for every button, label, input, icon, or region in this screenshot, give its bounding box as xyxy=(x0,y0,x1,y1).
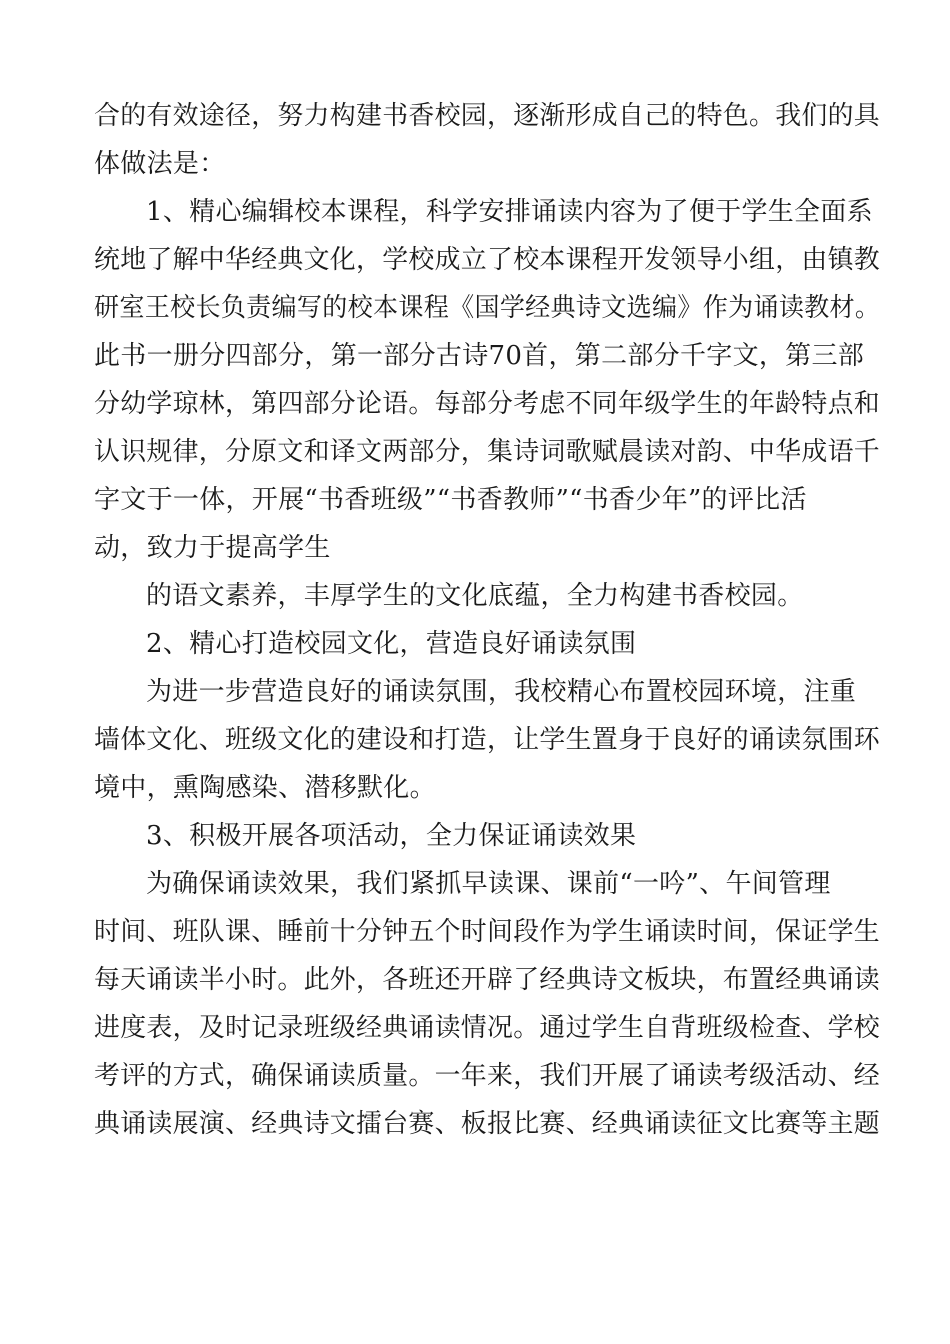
text-line: 统地了解中华经典文化，学校成立了校本课程开发领导小组，由镇教 xyxy=(94,245,881,275)
text-line: 的语文素养，丰厚学生的文化底蕴，全力构建书香校园。 xyxy=(146,581,804,611)
text-line: 分幼学琼林，第四部分论语。每部分考虑不同年级学生的年龄特点和 xyxy=(94,389,881,419)
text-line: 为进一步营造良好的诵读氛围，我校精心布置校园环境，注重 xyxy=(146,677,857,707)
text-line: 境中，熏陶感染、潜移默化。 xyxy=(94,773,436,803)
text-line: 1、精心编辑校本课程，科学安排诵读内容为了便于学生全面系 xyxy=(146,197,873,227)
text-line: 典诵读展演、经典诗文擂台赛、板报比赛、经典诵读征文比赛等主题 xyxy=(94,1109,881,1139)
text-line: 体做法是： xyxy=(94,149,226,179)
text-line: 时间、班队课、睡前十分钟五个时间段作为学生诵读时间，保证学生 xyxy=(94,917,881,947)
text-line: 每天诵读半小时。此外，各班还开辟了经典诗文板块，布置经典诵读 xyxy=(94,965,881,995)
text-line: 2、精心打造校园文化，营造良好诵读氛围 xyxy=(146,629,637,659)
text-line: 进度表，及时记录班级经典诵读情况。通过学生自背班级检查、学校 xyxy=(94,1013,881,1043)
text-line: 墙体文化、班级文化的建设和打造，让学生置身于良好的诵读氛围环 xyxy=(94,725,881,755)
text-line: 此书一册分四部分，第一部分古诗70首，第二部分千字文，第三部 xyxy=(94,341,865,371)
text-line: 研室王校长负责编写的校本课程《国学经典诗文选编》作为诵读教材。 xyxy=(94,293,881,323)
text-line: 动，致力于提高学生 xyxy=(94,533,331,563)
text-line: 考评的方式，确保诵读质量。一年来，我们开展了诵读考级活动、经 xyxy=(94,1061,881,1091)
text-line: 字文于一体，开展“书香班级”“书香教师”“书香少年”的评比活 xyxy=(94,485,807,515)
text-line: 合的有效途径，努力构建书香校园，逐渐形成自己的特色。我们的具 xyxy=(94,101,881,131)
text-line: 为确保诵读效果，我们紧抓早读课、课前“一吟”、午间管理 xyxy=(146,869,831,899)
text-line: 3、积极开展各项活动，全力保证诵读效果 xyxy=(146,821,637,851)
text-line: 认识规律，分原文和译文两部分，集诗词歌赋晨读对韵、中华成语千 xyxy=(94,437,881,467)
